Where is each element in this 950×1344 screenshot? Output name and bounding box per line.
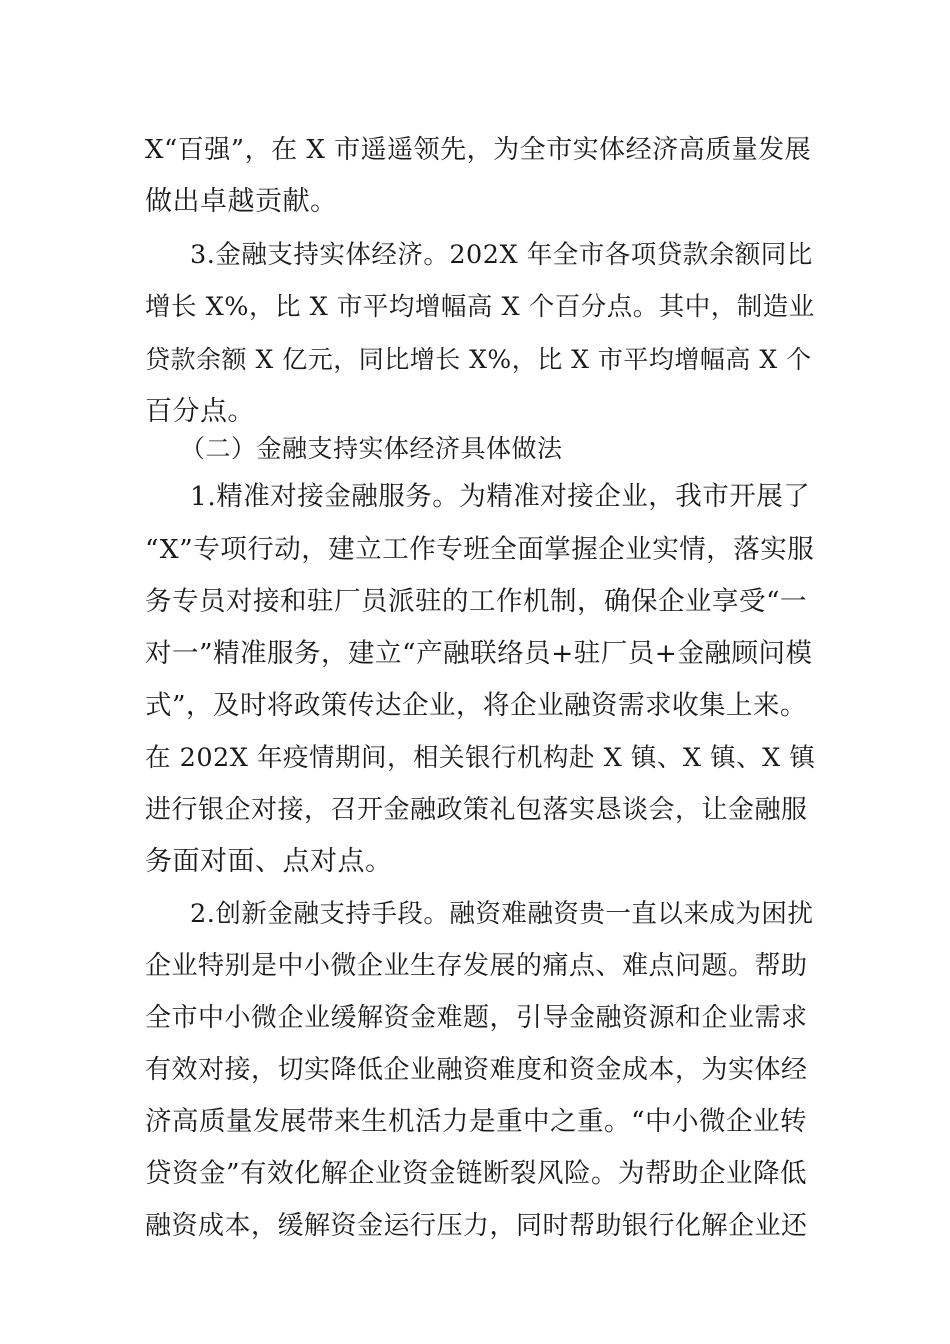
- text-line: 融资成本，缓解资金运行压力，同时帮助银行化解企业还: [145, 1211, 808, 1241]
- numbered-paragraph-start: 1.精准对接金融服务。为精准对接企业，我市开展了: [190, 481, 811, 512]
- numbered-paragraph-start: 3.金融支持实体经济。202X 年全市各项贷款余额同比: [190, 240, 813, 270]
- text-line: 有效对接，切实降低企业融资难度和资金成本，为实体经: [145, 1055, 808, 1085]
- section-heading: （二）金融支持实体经济具体做法: [180, 434, 563, 463]
- text-line: “X”专项行动，建立工作专班全面掌握企业实情，落实服: [145, 534, 815, 565]
- text-line: 进行银企对接，召开金融政策礼包落实恳谈会，让金融服: [145, 795, 808, 825]
- text-line: 贷资金”有效化解企业资金链断裂风险。为帮助企业降低: [145, 1158, 808, 1189]
- text-line: 增长 X%，比 X 市平均增幅高 X 个百分点。其中，制造业: [145, 292, 815, 322]
- text-line: 务专员对接和驻厂员派驻的工作机制，确保企业享受“一: [145, 586, 808, 617]
- text-line: 百分点。: [145, 396, 255, 427]
- numbered-paragraph-start: 2.创新金融支持手段。融资难融资贵一直以来成为困扰: [190, 899, 814, 929]
- text-line: 济高质量发展带来生机活力是重中之重。“中小微企业转: [145, 1106, 808, 1137]
- text-line: 企业特别是中小微企业生存发展的痛点、难点问题。帮助: [145, 951, 808, 981]
- text-line: 式”，及时将政策传达企业，将企业融资需求收集上来。: [145, 690, 808, 721]
- text-line: 在 202X 年疫情期间，相关银行机构赴 X 镇、X 镇、X 镇: [145, 743, 816, 773]
- text-line: X“百强”，在 X 市遥遥领先，为全市实体经济高质量发展: [145, 135, 812, 165]
- text-line: 做出卓越贡献。: [145, 186, 338, 217]
- text-line: 全市中小微企业缓解资金难题，引导金融资源和企业需求: [145, 1003, 808, 1033]
- text-line: 贷款余额 X 亿元，同比增长 X%，比 X 市平均增幅高 X 个: [145, 345, 812, 374]
- text-line: 对一”精准服务，建立“产融联络员+驻厂员+金融顾问模: [145, 638, 813, 669]
- text-line: 务面对面、点对点。: [145, 846, 393, 877]
